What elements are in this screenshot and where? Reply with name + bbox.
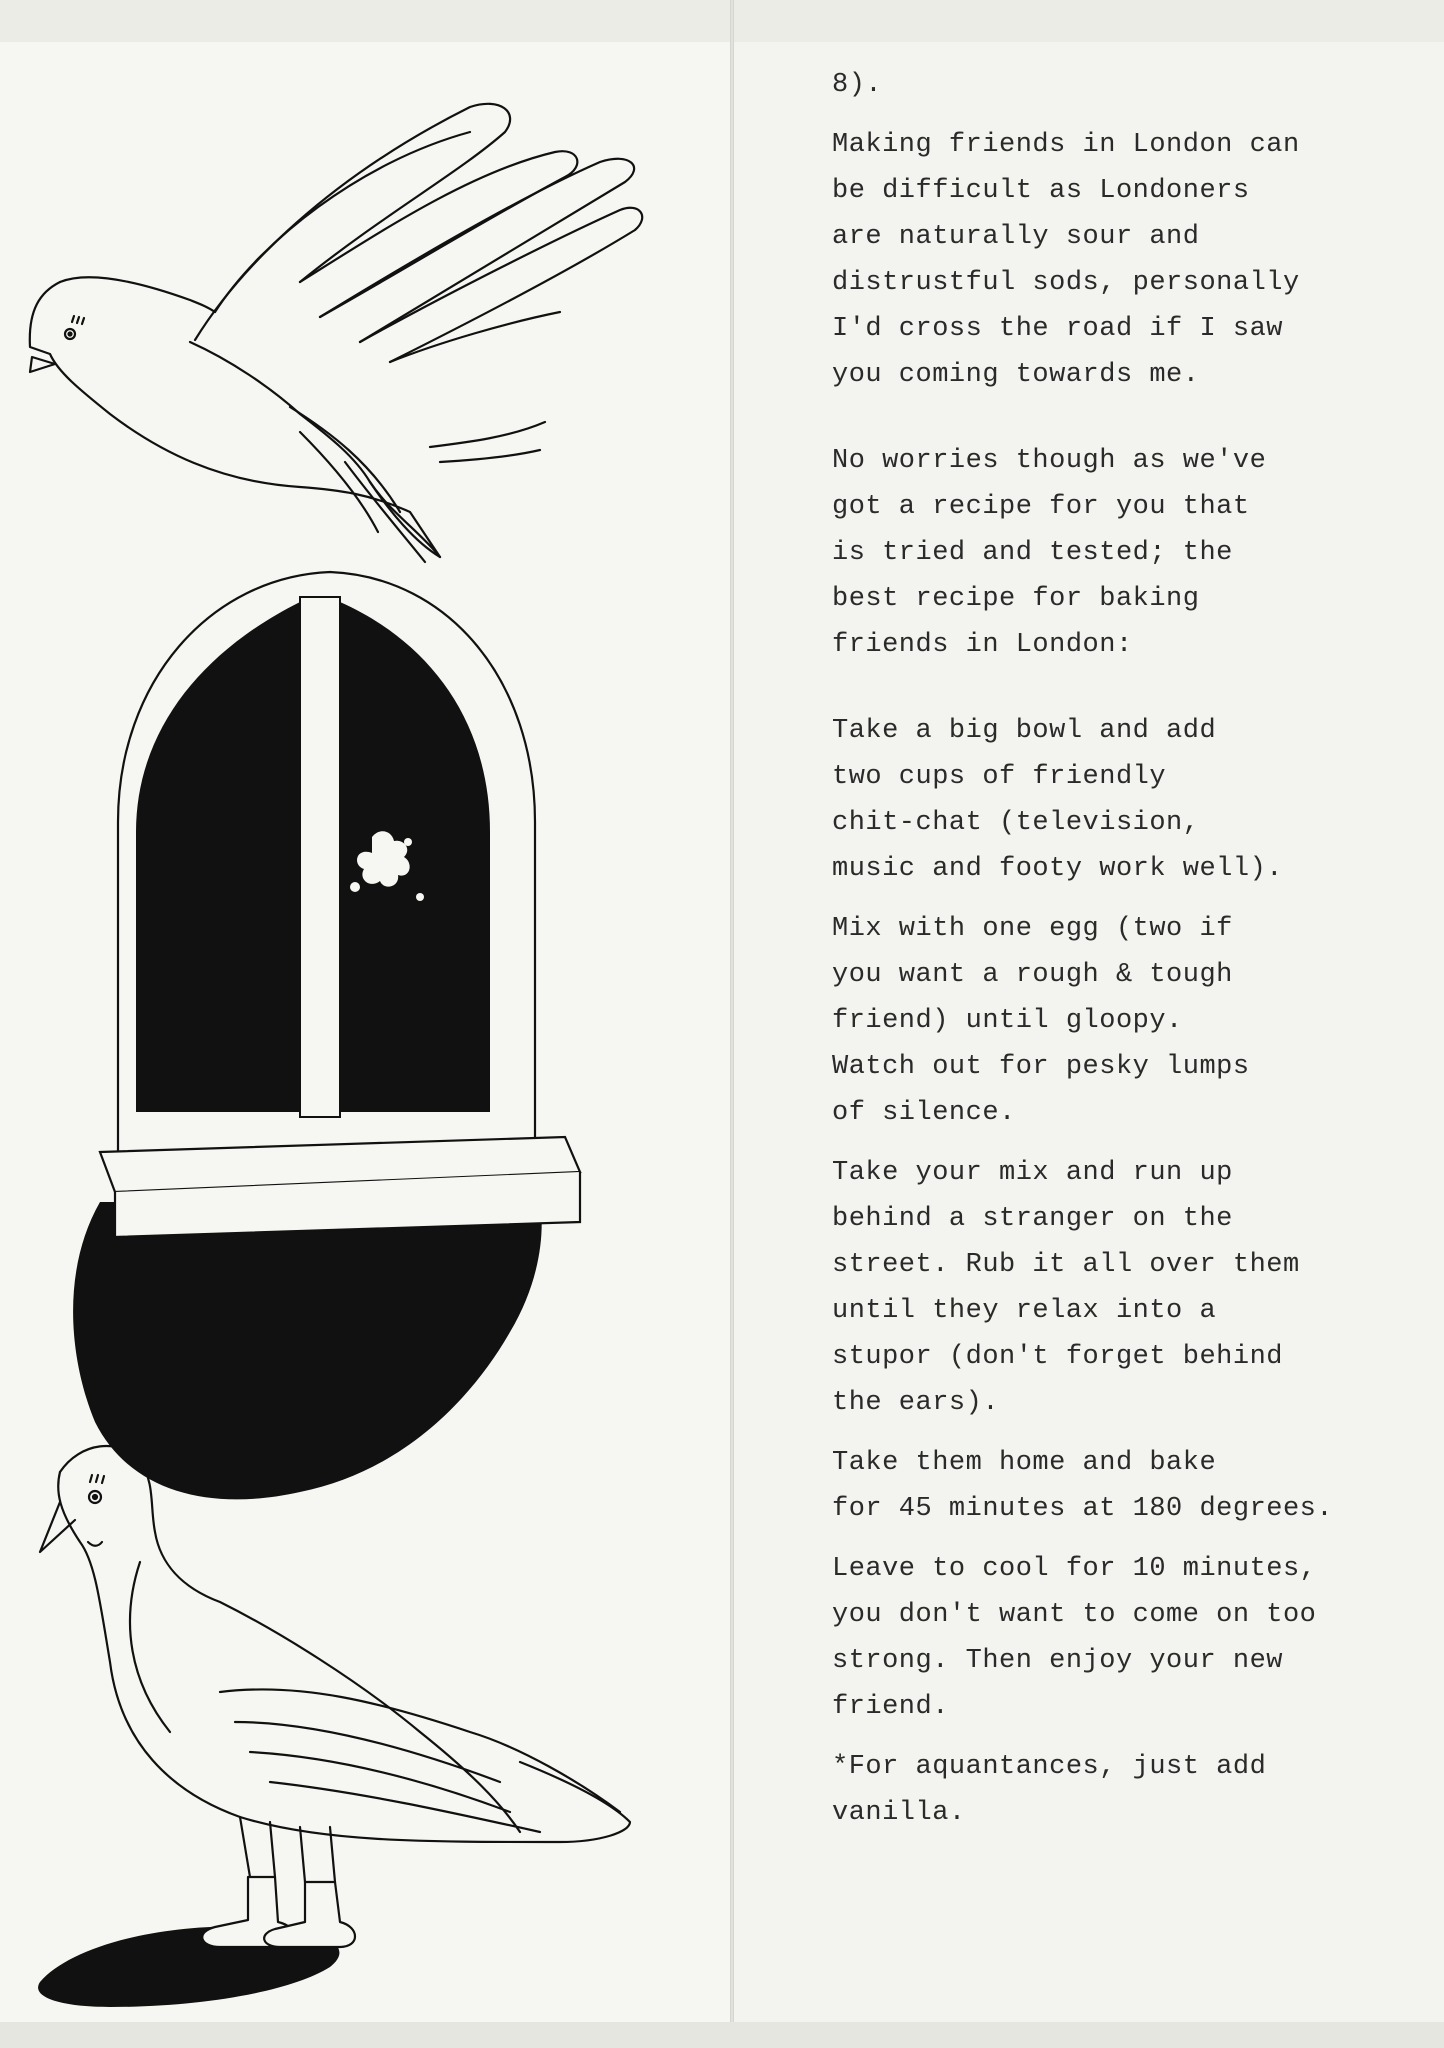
paragraph-step-egg: Mix with one egg (two if you want a rough & tough friend) until gloopy. Watch out for pesky lumps of silence.	[832, 914, 1250, 1128]
illustration-panel	[0, 42, 730, 2022]
window-illustration	[73, 572, 580, 1499]
book-spine	[730, 0, 734, 2048]
paragraph-footnote: *For aquantances, just add vanilla.	[832, 1752, 1267, 1828]
page-number: 8).	[832, 70, 883, 100]
paragraph-step-bake: Take them home and bake for 45 minutes at 180 degrees.	[832, 1448, 1334, 1524]
paragraph-step-cool: Leave to cool for 10 minutes, you don't want to come on too strong. Then enjoy your new friend.	[832, 1554, 1317, 1722]
window-shadow	[73, 1202, 542, 1499]
standing-pigeon-illustration	[38, 1446, 630, 2007]
paragraph-step-bowl: Take a big bowl and add two cups of friendly chit-chat (television, music and footy work well).	[832, 716, 1283, 884]
paragraph-step-stranger: Take your mix and run up behind a stranger on the street. Rub it all over them until they relax into a stupor (don't forget behind the ears).	[832, 1158, 1300, 1418]
page-top-edge	[0, 0, 1444, 43]
paragraph-intro: Making friends in London can be difficult as Londoners are naturally sour and distrustful sods, personally I'd cross the road if I saw you coming towards me.	[832, 130, 1300, 390]
page-bottom-edge	[0, 2022, 1444, 2048]
paragraph-recipe-intro: No worries though as we've got a recipe for you that is tried and tested; the best recipe for baking friends in London:	[832, 446, 1267, 660]
recipe-text-column	[832, 62, 1392, 1850]
flying-pigeon-illustration	[30, 104, 642, 562]
